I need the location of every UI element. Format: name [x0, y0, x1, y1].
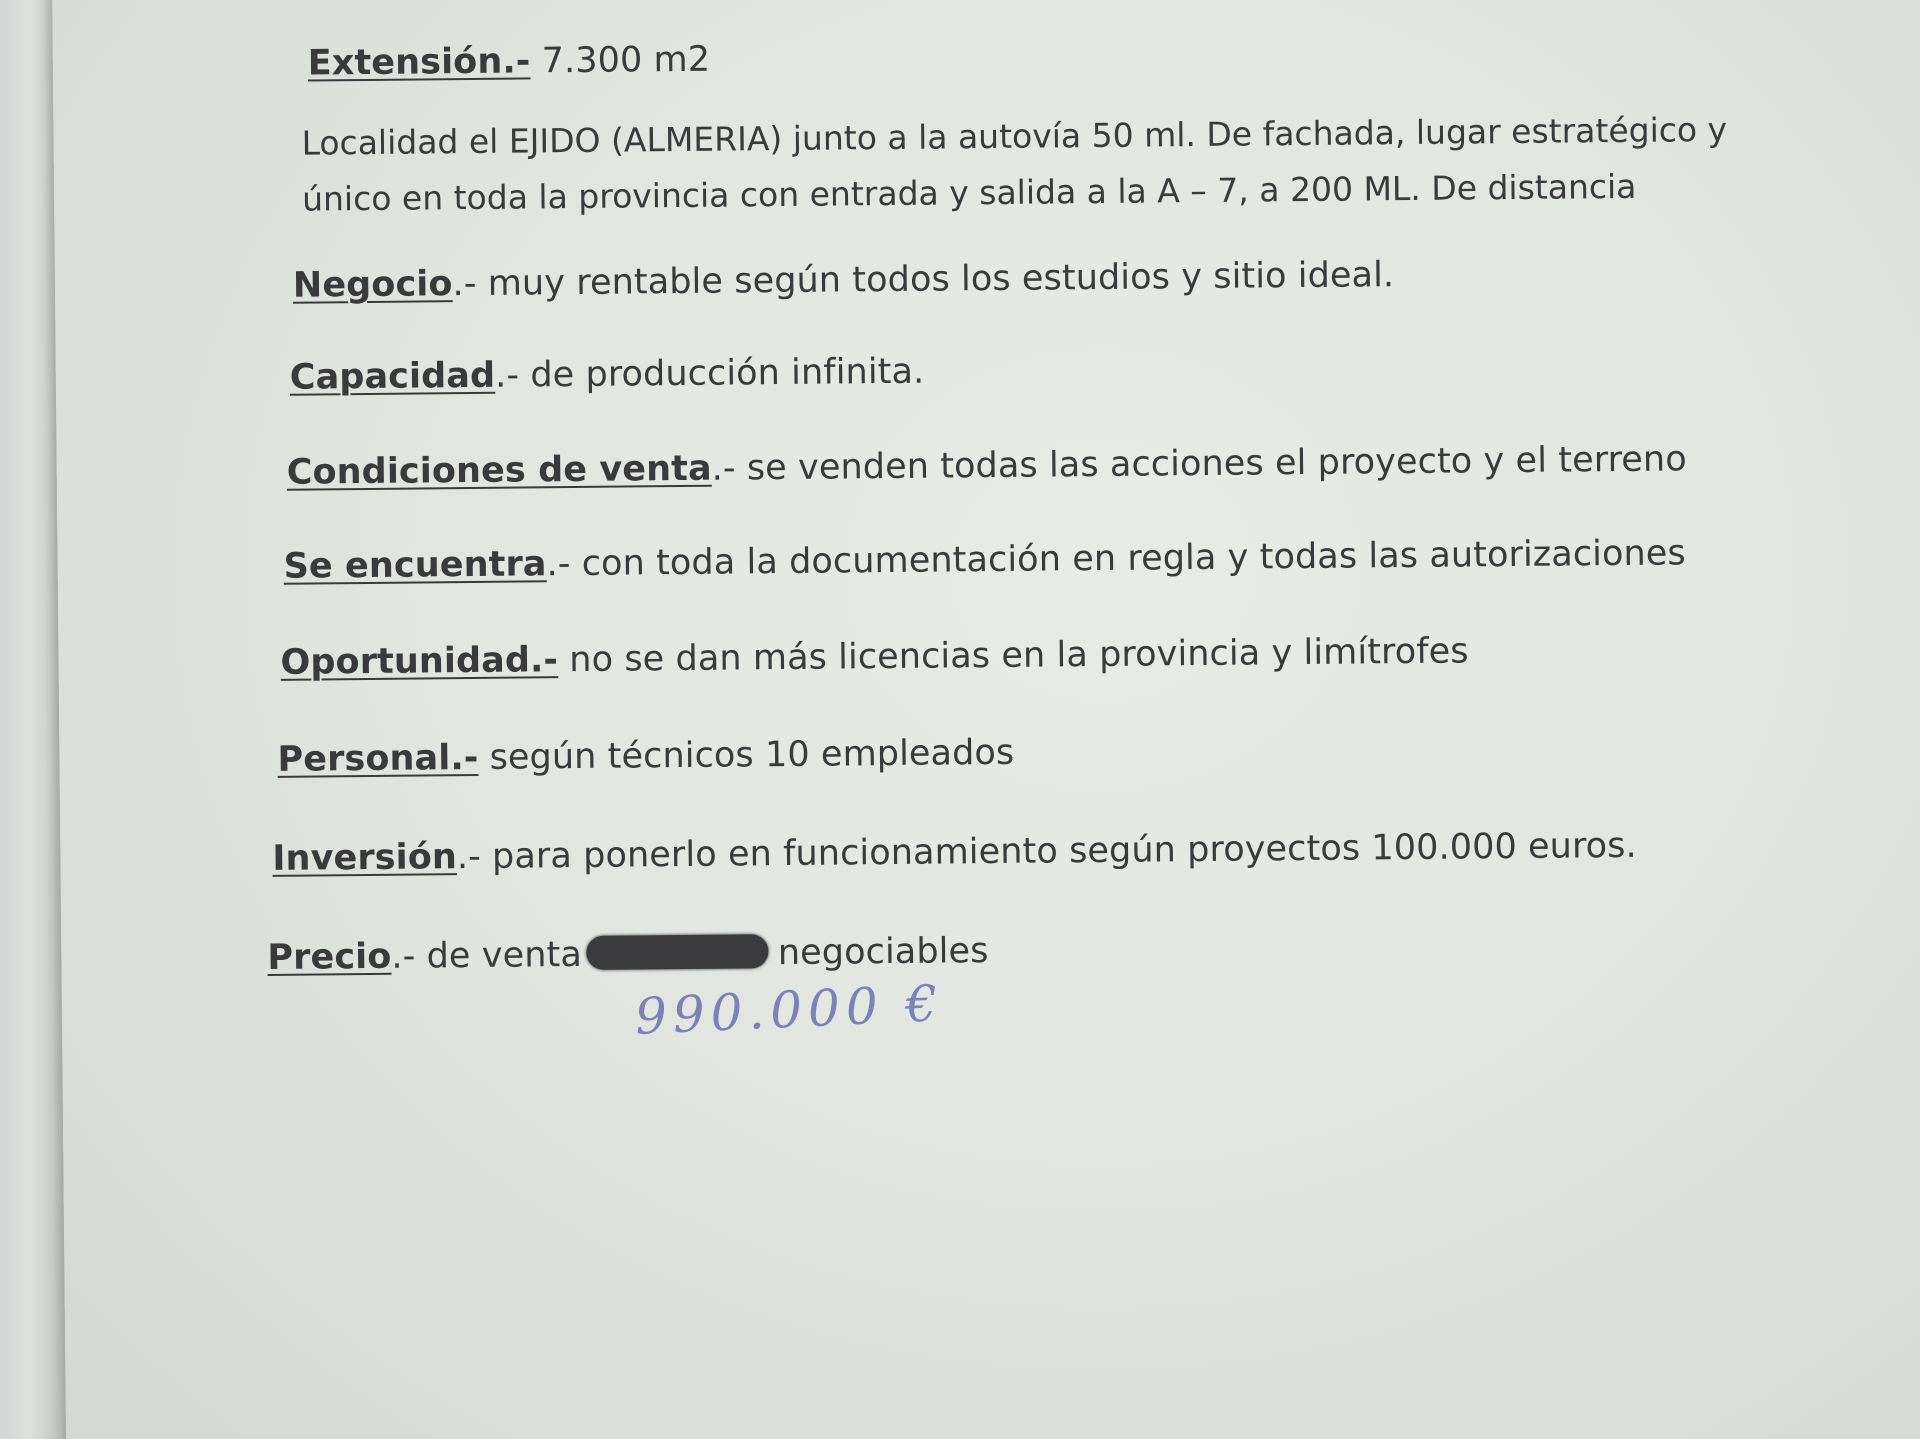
negocio-value: .- muy rentable según todos los estudios y sitio ideal. — [452, 255, 1395, 305]
redaction-mark — [586, 934, 768, 970]
negocio-line — [293, 255, 1395, 306]
encuentra-label: Se encuentra — [283, 544, 547, 587]
personal-line — [277, 733, 1014, 780]
location-paragraph — [301, 102, 1728, 228]
condiciones-line — [287, 439, 1687, 492]
paper-sheet — [52, 0, 1920, 1439]
capacidad-label: Capacidad — [289, 355, 496, 398]
inversion-value: .- para ponerlo en funcionamiento según proyectos 100.000 euros. — [456, 825, 1637, 878]
encuentra-value: .- con toda la documentación en regla y todas las autorizaciones — [546, 533, 1686, 585]
location-line-2: único en toda la provincia con entrada y salida a la A – 7, a 200 ML. De distancia — [301, 166, 1637, 219]
extension-label: Extensión.- — [307, 41, 531, 84]
handwritten-price: 990.000 € — [633, 974, 945, 1046]
inversion-label: Inversión — [272, 837, 458, 879]
capacidad-value: .- de producción infinita. — [494, 351, 925, 396]
personal-label: Personal.- — [277, 737, 479, 780]
condiciones-value: .- se venden todas las acciones el proyecto y el terreno — [711, 439, 1687, 489]
condiciones-label: Condiciones de venta — [286, 448, 712, 493]
oportunidad-value: no se dan más licencias en la provincia y limítrofes — [569, 631, 1469, 681]
extension-line — [308, 40, 711, 84]
personal-value: según técnicos 10 empleados — [489, 732, 1015, 778]
location-line-1: Localidad el EJIDO (ALMERIA) junto a la autovía 50 ml. De fachada, lugar estratégico y — [301, 109, 1728, 163]
precio-value-after: negociables — [777, 931, 989, 974]
capacidad-line — [290, 352, 925, 398]
precio-value-before: .- de venta — [391, 934, 583, 977]
document-content — [52, 0, 1920, 1439]
oportunidad-line — [280, 631, 1468, 682]
negocio-label: Negocio — [292, 264, 453, 306]
encuentra-line — [283, 533, 1686, 586]
extension-value: 7.300 m2 — [541, 39, 711, 82]
precio-label: Precio — [267, 936, 392, 978]
oportunidad-label: Oportunidad.- — [280, 640, 559, 683]
inversion-line — [272, 826, 1637, 879]
precio-line — [267, 931, 988, 978]
